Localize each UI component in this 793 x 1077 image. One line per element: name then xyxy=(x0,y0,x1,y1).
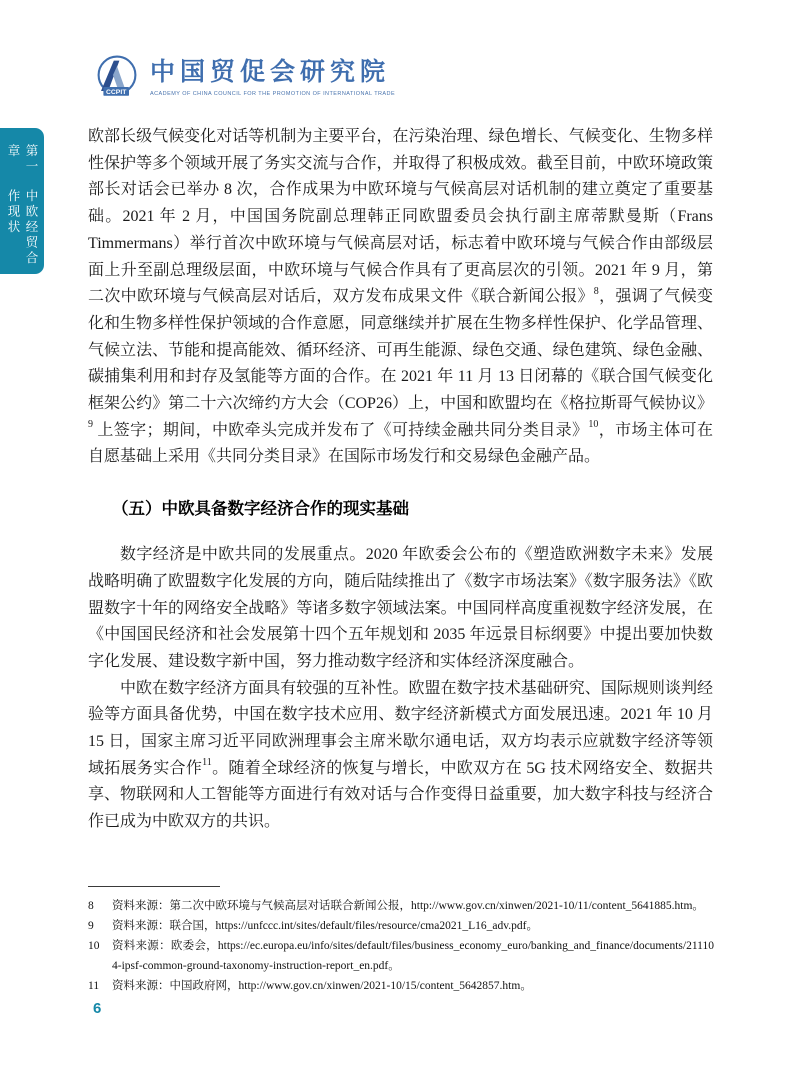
logo-text-block xyxy=(150,54,395,97)
logo-title-cn: 中国贸促会研究院 xyxy=(150,59,391,86)
ccpit-logo-icon xyxy=(93,54,141,104)
footnotes-block xyxy=(88,886,714,996)
footnote-number: 9 xyxy=(88,920,94,932)
page-content xyxy=(88,124,713,836)
ccpit-logo-text: CCPIT xyxy=(105,89,127,97)
page-number: 6 xyxy=(93,1000,102,1017)
footnote xyxy=(88,916,714,936)
paragraph-environment-climate: 欧部长级气候变化对话等机制为主要平台，在污染治理、绿色增长、气候变化、生物多样性保护等多个领域开展了务实交流与合作，并取得了积极成效。截至目前，中欧环境政策部长对话会已举办 8 次，合作成果为中欧环境与气候高层对话机制的建立奠定了重要基础。2021 年 2 月，中国国务院副总理韩正同欧盟委员会执行副主席蒂默曼斯（Frans Timmermans）举行首次中欧环境与气候高层对话，标志着中欧环境与气候合作由部级层面上升至副总理级层面，中欧环境与气候合作具有了更高层次的引领。2021 年 9 月，第二次中欧环境与气候高层对话后，双方发布成果文件《联合新闻公报》$^8$，强调了气候变化和生物多样性保护领域的合作意愿，同意继续并扩展在生物多样性保护、化学品管理、气候立法、节能和提高能效、循环经济、可再生能源、绿色交通、绿色建筑、绿色金融、碳捕集利用和封存及氢能等方面的合作。在 2021 年 11 月 13 日闭幕的《联合国气候变化框架公约》第二十六次缔约方大会（COP26）上，中国和欧盟均在《格拉斯哥气候协议》$^9$ 上签字；期间，中欧牵头完成并发布了《可持续金融共同分类目录》$^{10}$，市场主体可在自愿基础上采用《共同分类目录》在国际市场发行和交易绿色金融产品。 xyxy=(88,128,713,466)
section-heading-5: （五）中欧具备数字经济合作的现实基础 xyxy=(112,500,409,519)
footnote-number: 11 xyxy=(88,980,100,992)
footnote-number: 10 xyxy=(88,940,100,952)
footnote-number: 8 xyxy=(88,900,94,912)
footnote-text: 资料来源：欧委会，https://ec.europa.eu/info/sites/default/files/business_economy_euro/banking_and_finance/documents/211104-ipsf-common-ground-taxonomy-instruction-report_en.pdf。 xyxy=(112,940,714,972)
paragraph-digital-economy-1: 数字经济是中欧共同的发展重点。2020 年欧委会公布的《塑造欧洲数字未来》发展战略明确了欧盟数字化发展的方向，随后陆续推出了《数字市场法案》《数字服务法》《欧盟数字十年的网络安全战略》等诸多数字领域法案。中国同样高度重视数字经济发展，在《中国国民经济和社会发展第十四个五年规划和 2035 年远景目标纲要》中提出要加快数字化发展、建设数字新中国，努力推动数字经济和实体经济深度融合。 xyxy=(88,546,713,670)
footnote xyxy=(88,936,714,976)
logo-subtitle-en: ACADEMY OF CHINA COUNCIL FOR THE PROMOTION OF INTERNATIONAL TRADE xyxy=(150,91,396,97)
chapter-number: 第一章 xyxy=(6,144,38,175)
footnote xyxy=(88,896,714,916)
header-logo xyxy=(93,54,395,104)
footnote-text: 资料来源：第二次中欧环境与气候高层对话联合新闻公报，http://www.gov.cn/xinwen/2021-10/11/content_5641885.htm。 xyxy=(112,900,704,912)
chapter-title: 中欧经贸合作现状 xyxy=(6,188,38,267)
footnote-text: 资料来源：中国政府网，http://www.gov.cn/xinwen/2021-10/15/content_5642857.htm。 xyxy=(112,980,532,992)
chapter-margin-tab xyxy=(0,128,44,274)
paragraph-digital-economy-2: 中欧在数字经济方面具有较强的互补性。欧盟在数字技术基础研究、国际规则谈判经验等方面具备优势，中国在数字技术应用、数字经济新模式方面发展迅速。2021 年 10 月 15 日，国家主席习近平同欧洲理事会主席米歇尔通电话，双方均表示应就数字经济等领域拓展务实合作$^{11}$。随着全球经济的恢复与增长，中欧双方在 5G 技术网络安全、数据共享、物联网和人工智能等方面进行有效对话与合作变得日益重要，加大数字科技与经济合作已成为中欧双方的共识。 xyxy=(88,679,713,831)
footnote-separator xyxy=(88,886,220,887)
footnote-text: 资料来源：联合国，https://unfccc.int/sites/default/files/resource/cma2021_L16_adv.pdf。 xyxy=(112,920,538,932)
footnote xyxy=(88,976,714,996)
